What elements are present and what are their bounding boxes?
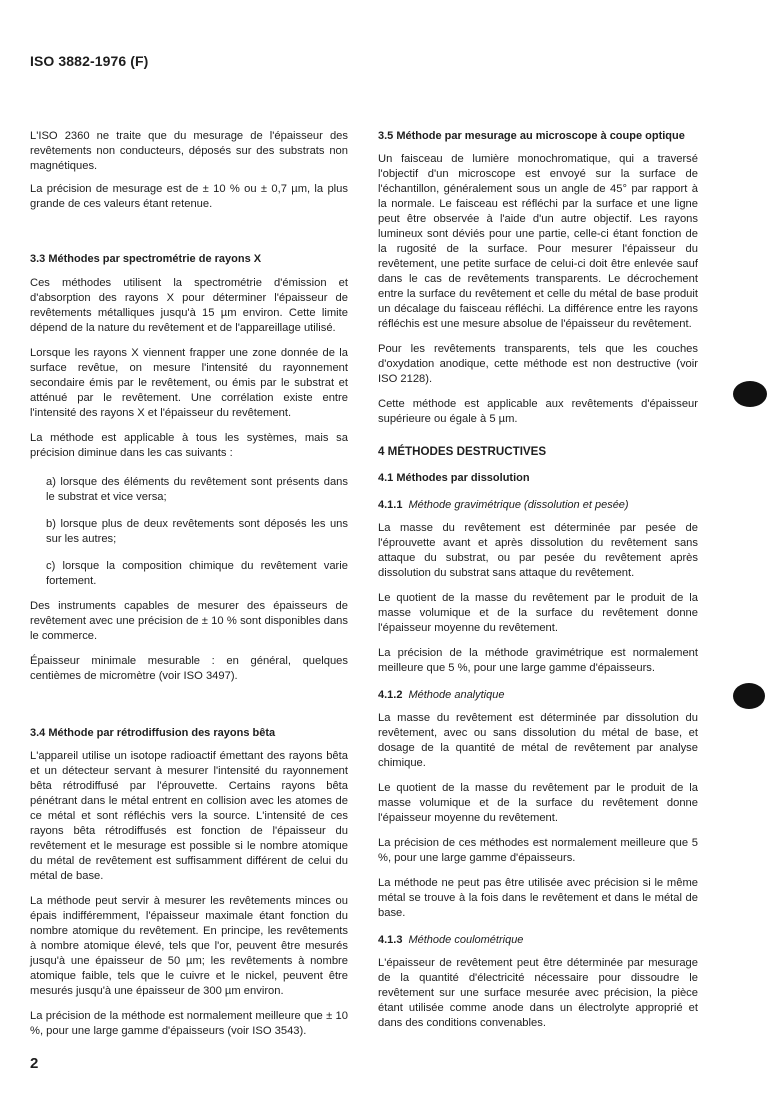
section-heading-4: 4 MÉTHODES DESTRUCTIVES bbox=[378, 445, 547, 458]
section-heading-3-4: 3.4 Méthode par rétrodiffusion des rayons bêta bbox=[30, 727, 276, 739]
paragraph: L'épaisseur de revêtement peut être déterminée par mesurage de la quantité d'électricité nécessaire pour dissoudre le revêtement sur une surface mesurée avec précision, la pièce étant utilisée comme anode dans un électrolyte approprié et dans des conditions convenables. bbox=[378, 957, 698, 1029]
section-heading-4-1: 4.1 Méthodes par dissolution bbox=[378, 472, 530, 484]
right-column bbox=[378, 129, 698, 1031]
subsection-title: Méthode analytique bbox=[408, 689, 505, 701]
list-item: a) lorsque des éléments du revêtement sont présents dans le substrat et vice versa; bbox=[46, 476, 348, 503]
paragraph: La méthode est applicable à tous les systèmes, mais sa précision diminue dans les cas suivants : bbox=[30, 432, 348, 459]
paragraph: L'ISO 2360 ne traite que du mesurage de l'épaisseur des revêtements non conducteurs, déposés sur des substrats non magnétiques. bbox=[30, 130, 348, 172]
punch-hole-mark bbox=[733, 683, 765, 709]
paragraph: Cette méthode est applicable aux revêtements d'épaisseur supérieure ou égale à 5 µm. bbox=[378, 398, 698, 425]
paragraph: La précision de ces méthodes est normalement meilleure que 5 %, pour une large gamme d'épaisseurs. bbox=[378, 837, 698, 864]
list-item: c) lorsque la composition chimique du revêtement varie fortement. bbox=[46, 560, 348, 587]
paragraph: L'appareil utilise un isotope radioactif émettant des rayons bêta et un détecteur servant à mesurer l'intensité du rayonnement bêta rétrodiffusé par l'éprouvette. Certains rayons bêta pénétrant dans le métal entrent en collision avec les atomes de ce métal et sont réfléchis vers la source. L'intensité de ces rayons bêta rétrodiffusés est fonction de l'épaisseur du revêtement et le mesurage est possible si le nombre atomique du métal de revêtement est suffisamment différent de celui du métal de base. bbox=[30, 750, 348, 882]
subsection-heading-4-1-3 bbox=[378, 933, 698, 947]
paragraph: Le quotient de la masse du revêtement par le produit de la masse volumique et de la surface du revêtement donne l'épaisseur moyenne du revêtement. bbox=[378, 592, 698, 634]
paragraph: Épaisseur minimale mesurable : en général, quelques centièmes de micromètre (voir ISO 3497). bbox=[30, 655, 348, 682]
paragraph: La masse du revêtement est déterminée par dissolution du revêtement, avec ou sans dissolution du métal de base, et dosage de la quantité de métal de revêtement par analyse chimique. bbox=[378, 712, 698, 769]
punch-hole-mark bbox=[733, 381, 767, 407]
section-heading-3-5: 3.5 Méthode par mesurage au microscope à coupe optique bbox=[378, 130, 685, 142]
document-header: ISO 3882-1976 (F) bbox=[30, 53, 149, 69]
subsection-number: 4.1.3 bbox=[378, 934, 403, 946]
left-column bbox=[30, 129, 348, 1039]
subsection-title: Méthode gravimétrique (dissolution et pesée) bbox=[408, 499, 629, 511]
subsection-title: Méthode coulométrique bbox=[408, 934, 524, 946]
subsection-heading-4-1-2 bbox=[378, 688, 698, 702]
paragraph: Des instruments capables de mesurer des épaisseurs de revêtement avec une précision de ± 10 % sont disponibles dans le commerce. bbox=[30, 600, 348, 642]
paragraph: La précision de mesurage est de ± 10 % ou ± 0,7 µm, la plus grande de ces valeurs étant retenue. bbox=[30, 183, 348, 210]
paragraph: La masse du revêtement est déterminée par pesée de l'éprouvette avant et après dissolution du revêtement sans attaque du substrat, ou par pesée du revêtement après dissolution du substrat sans attaque du revêtement. bbox=[378, 522, 698, 579]
section-heading-3-3: 3.3 Méthodes par spectrométrie de rayons X bbox=[30, 253, 262, 265]
subsection-number: 4.1.2 bbox=[378, 689, 403, 701]
paragraph: Le quotient de la masse du revêtement par le produit de la masse volumique et de la surface du revêtement donne l'épaisseur moyenne du revêtement. bbox=[378, 782, 698, 824]
subsection-number: 4.1.1 bbox=[378, 499, 403, 511]
paragraph: Un faisceau de lumière monochromatique, qui a traversé l'objectif d'un microscope est envoyé sur la surface de l'échantillon, généralement sous un angle de 45° par rapport à la normale. Le faisceau est réfléchi par la surface et une ligne peut être observée à l'aide d'un autre objectif. Les rayons lumineux sont déviés pour une partie, celle-ci étant fonction de la rugosité de la surface. Pour mesurer l'épaisseur du revêtement, une petite surface de celui-ci doit être enlevée sauf dans le cas de revêtements transparents. Le décrochement entre la surface du revêtement et celle du métal de base produit un décalage du faisceau réfléchi. La différence entre les rayons réfléchis est une mesure absolue de l'épaisseur du revêtement. bbox=[378, 153, 698, 330]
paragraph: La méthode ne peut pas être utilisée avec précision si le même métal se trouve à la fois dans le revêtement et dans le métal de base. bbox=[378, 877, 698, 919]
paragraph: Pour les revêtements transparents, tels que les couches d'oxydation anodique, cette méthode est non destructive (voir ISO 2128). bbox=[378, 343, 698, 385]
paragraph: La méthode peut servir à mesurer les revêtements minces ou épais indifféremment, l'épaisseur maximale étant fonction du nombre atomique du revêtement. En principe, les revêtements à nombre atomique élevé, tels que l'or, peuvent être mesurés jusqu'à une épaisseur de 50 µm; les revêtements à nombre atomique faible, tels que le cuivre et le nickel, peuvent être mesurés jusqu'à une épaisseur de 300 µm environ. bbox=[30, 895, 348, 997]
subsection-heading-4-1-1 bbox=[378, 498, 698, 512]
list-item: b) lorsque plus de deux revêtements sont déposés les uns sur les autres; bbox=[46, 518, 348, 545]
paragraph: La précision de la méthode gravimétrique est normalement meilleure que 5 %, pour une large gamme d'épaisseurs. bbox=[378, 647, 698, 674]
paragraph: La précision de la méthode est normalement meilleure que ± 10 %, pour une large gamme d'épaisseurs (voir ISO 3543). bbox=[30, 1010, 348, 1037]
paragraph: Lorsque les rayons X viennent frapper une zone donnée de la surface revêtue, on mesure l'intensité du rayonnement secondaire émis par le revêtement, ou émis par le substrat et atténué par le revêtement. Une corrélation existe entre l'intensité des rayons X et l'épaisseur du revêtement. bbox=[30, 347, 348, 419]
page-number: 2 bbox=[30, 1055, 39, 1072]
paragraph: Ces méthodes utilisent la spectrométrie d'émission et d'absorption des rayons X pour déterminer l'épaisseur de revêtements métalliques jusqu'à 15 µm environ. Cette limite dépend de la nature du revêtement et de l'appareillage utilisé. bbox=[30, 277, 348, 334]
